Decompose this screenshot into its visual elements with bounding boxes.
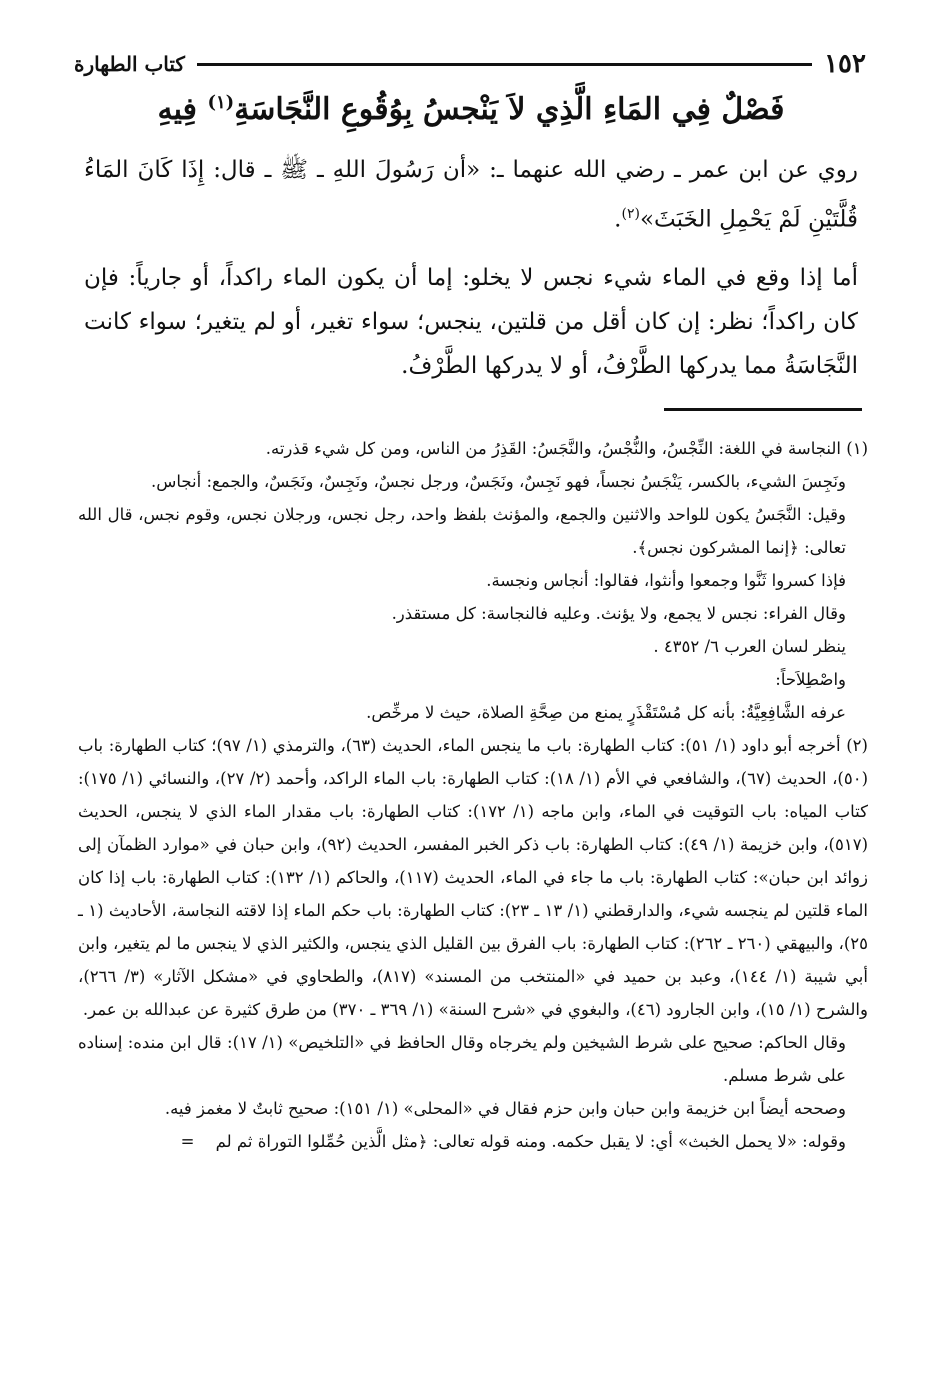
footnote-1-text: النجاسة في اللغة: النِّجْسُ، والنُّجْسُ، والنَّجَسُ: القَذِرُ من الناس، ومن كل شيء قذرته. <box>265 439 841 458</box>
footnote-1-line: ينظر لسان العرب ٦/ ٤٣٥٢ . <box>653 637 846 656</box>
hadith-paragraph <box>84 148 858 242</box>
footnote-1-line: فإذا كسروا ثَنَّوا وجمعوا وأنثوا، فقالوا: أنجاس ونجسة. <box>486 571 846 590</box>
hadith-text: روي عن ابن عمر ـ رضي الله عنهما ـ: «أن رَسُولَ اللهِ ـ ﷺ ـ قال: إِذَا كَانَ المَاءُ قُلَّتَيْنِ لَمْ يَحْمِلِ الخَبَثَ» <box>84 157 858 233</box>
hadith-end: . <box>614 206 622 233</box>
book-title: كتاب الطهارة <box>74 52 185 76</box>
chapter-title-end: فِيهِ <box>157 92 197 127</box>
body-paragraph: أما إذا وقع في الماء شيء نجس لا يخلو: إما أن يكون الماء راكداً، أو جارياً: فإن كان راكداً؛ نظر: إن كان أقل من قلتين، ينجس؛ سواء تغير، أو لم يتغير؛ سواء كانت النَّجَاسَةُ مما يدركها الطَّرْفُ، أو لا يدركها الطَّرْفُ. <box>84 264 858 379</box>
continuation-mark: = <box>180 1132 195 1151</box>
header-rule <box>197 63 812 66</box>
footnote-1-line: واصْطِلاَحاً: <box>775 670 846 689</box>
footnote-1-line <box>78 432 868 465</box>
footnote-2-number: (٢) <box>846 736 868 755</box>
footnote-2-line: وصححه أيضاً ابن خزيمة وابن حبان وابن حزم فقال في «المحلى» (١/ ١٥١): صحيح ثابتٌ لا مغمز فيه. <box>164 1099 846 1118</box>
footnote-2-text: أخرجه أبو داود (١/ ٥١): كتاب الطهارة: باب ما ينجس الماء، الحديث (٦٣)، والترمذي (١/ ٩٧)؛ كتاب الطهارة: باب (٥٠)، الحديث (٦٧)، والشافعي في الأم (١/ ١٨): كتاب الطهارة: باب الماء الراكد، وأحمد (٢/ ٢٧)، والنسائي (١/ ١٧٥): كتاب المياه: باب التوقيت في الماء، وابن ماجه (١/ ١٧٢): كتاب الطهارة: باب مقدار الماء الذي لا ينجس، الحديث (٥١٧)، وابن خزيمة (١/ ٤٩): كتاب الطهارة: باب ذكر الخبر المفسر، الحديث (٩٢)، وابن حبان في «موارد الظمآن إلى زوائد ابن حبان»: كتاب الطهارة: باب ما جاء في الماء، الحديث (١١٧)، والحاكم (١/ ١٣٢): كتاب الطهارة: باب إذا كان الماء قلتين لم ينجسه شيء، والدارقطني (١/ ١٣ ـ ٢٣): كتاب الطهارة: باب حكم الماء إذا لاقته النجاسة، الأحاديث (١ ـ ٢٥)، والبيهقي (٢٦٠ ـ ٢٦٢): كتاب الطهارة: باب الفرق بين القليل الذي ينجس، والكثير الذي لا ينجس ما لم يتغير، وابن أبي شيبة (١/ ١٤٤)، وعبد بن حميد في «المنتخب من المسند» (٨١٧)، والطحاوي في «مشكل الآثار» (٣/ ٢٦٦)، والشرح (١/ ١٥)، وابن الجارود (٤٦)، والبغوي في «شرح السنة» (١/ ٣٦٩ ـ ٣٧٠) من طرق كثيرة عن عبدالله بن عمر. <box>78 736 869 1019</box>
footnote-2-line: وقال الحاكم: صحيح على شرط الشيخين ولم يخرجاه وقال الحافظ في «التلخيص» (١/ ١٧): قال ابن منده: إسناده على شرط مسلم. <box>78 1033 847 1085</box>
footnote-2-last-text: وقوله: «لا يحمل الخبث» أي: لا يقبل حكمه. ومنه قوله تعالى: ﴿مثل الَّذين حُمِّلوا التوراة ثم لم <box>215 1132 846 1151</box>
footnote-ref-2[interactable]: (٢) <box>621 206 640 222</box>
footnote-1-line: عرفه الشَّافِعِيَّةُ: بأنه كل مُسْتَقْذَرٍ يمنع من صِحَّةِ الصلاة، حيث لا مرخِّص. <box>366 703 846 722</box>
footnote-1-line: وقال الفراء: نجس لا يجمع، ولا يؤنث. وعليه فالنجاسة: كل مستقذر. <box>391 604 846 623</box>
chapter-title <box>90 80 852 133</box>
running-header <box>74 44 866 84</box>
main-text <box>84 148 858 388</box>
chapter-title-text: فَصْلٌ فِي المَاءِ الَّذِي لاَ يَنْجسُ بِوُقُوعِ النَّجَاسَةِ <box>234 92 785 127</box>
footnotes <box>78 432 868 1158</box>
footnote-separator <box>664 408 862 411</box>
footnote-1-line: ونَجِسَ الشيء، بالكسر، يَنْجَسُ نجساً، فهو نَجِسٌ، ونَجَسٌ، ورجل نجسٌ، ونَجِسٌ، ونَجَسٌ، والجمع: أنجاس. <box>150 472 846 491</box>
footnote-2-line <box>78 1125 868 1158</box>
footnote-1-line: وقيل: النَّجَسُ يكون للواحد والاثنين والجمع، والمؤنث بلفظ واحد، رجل نجس، ورجلان نجس، وقوم نجس، قال الله تعالى: ﴿إنما المشركون نجس﴾. <box>78 505 846 557</box>
footnote-1-number: (١) <box>846 439 868 458</box>
footnote-ref-1[interactable]: (١) <box>207 92 235 113</box>
footnote-2-line <box>78 729 868 1026</box>
page-number: ١٥٢ <box>824 49 866 79</box>
